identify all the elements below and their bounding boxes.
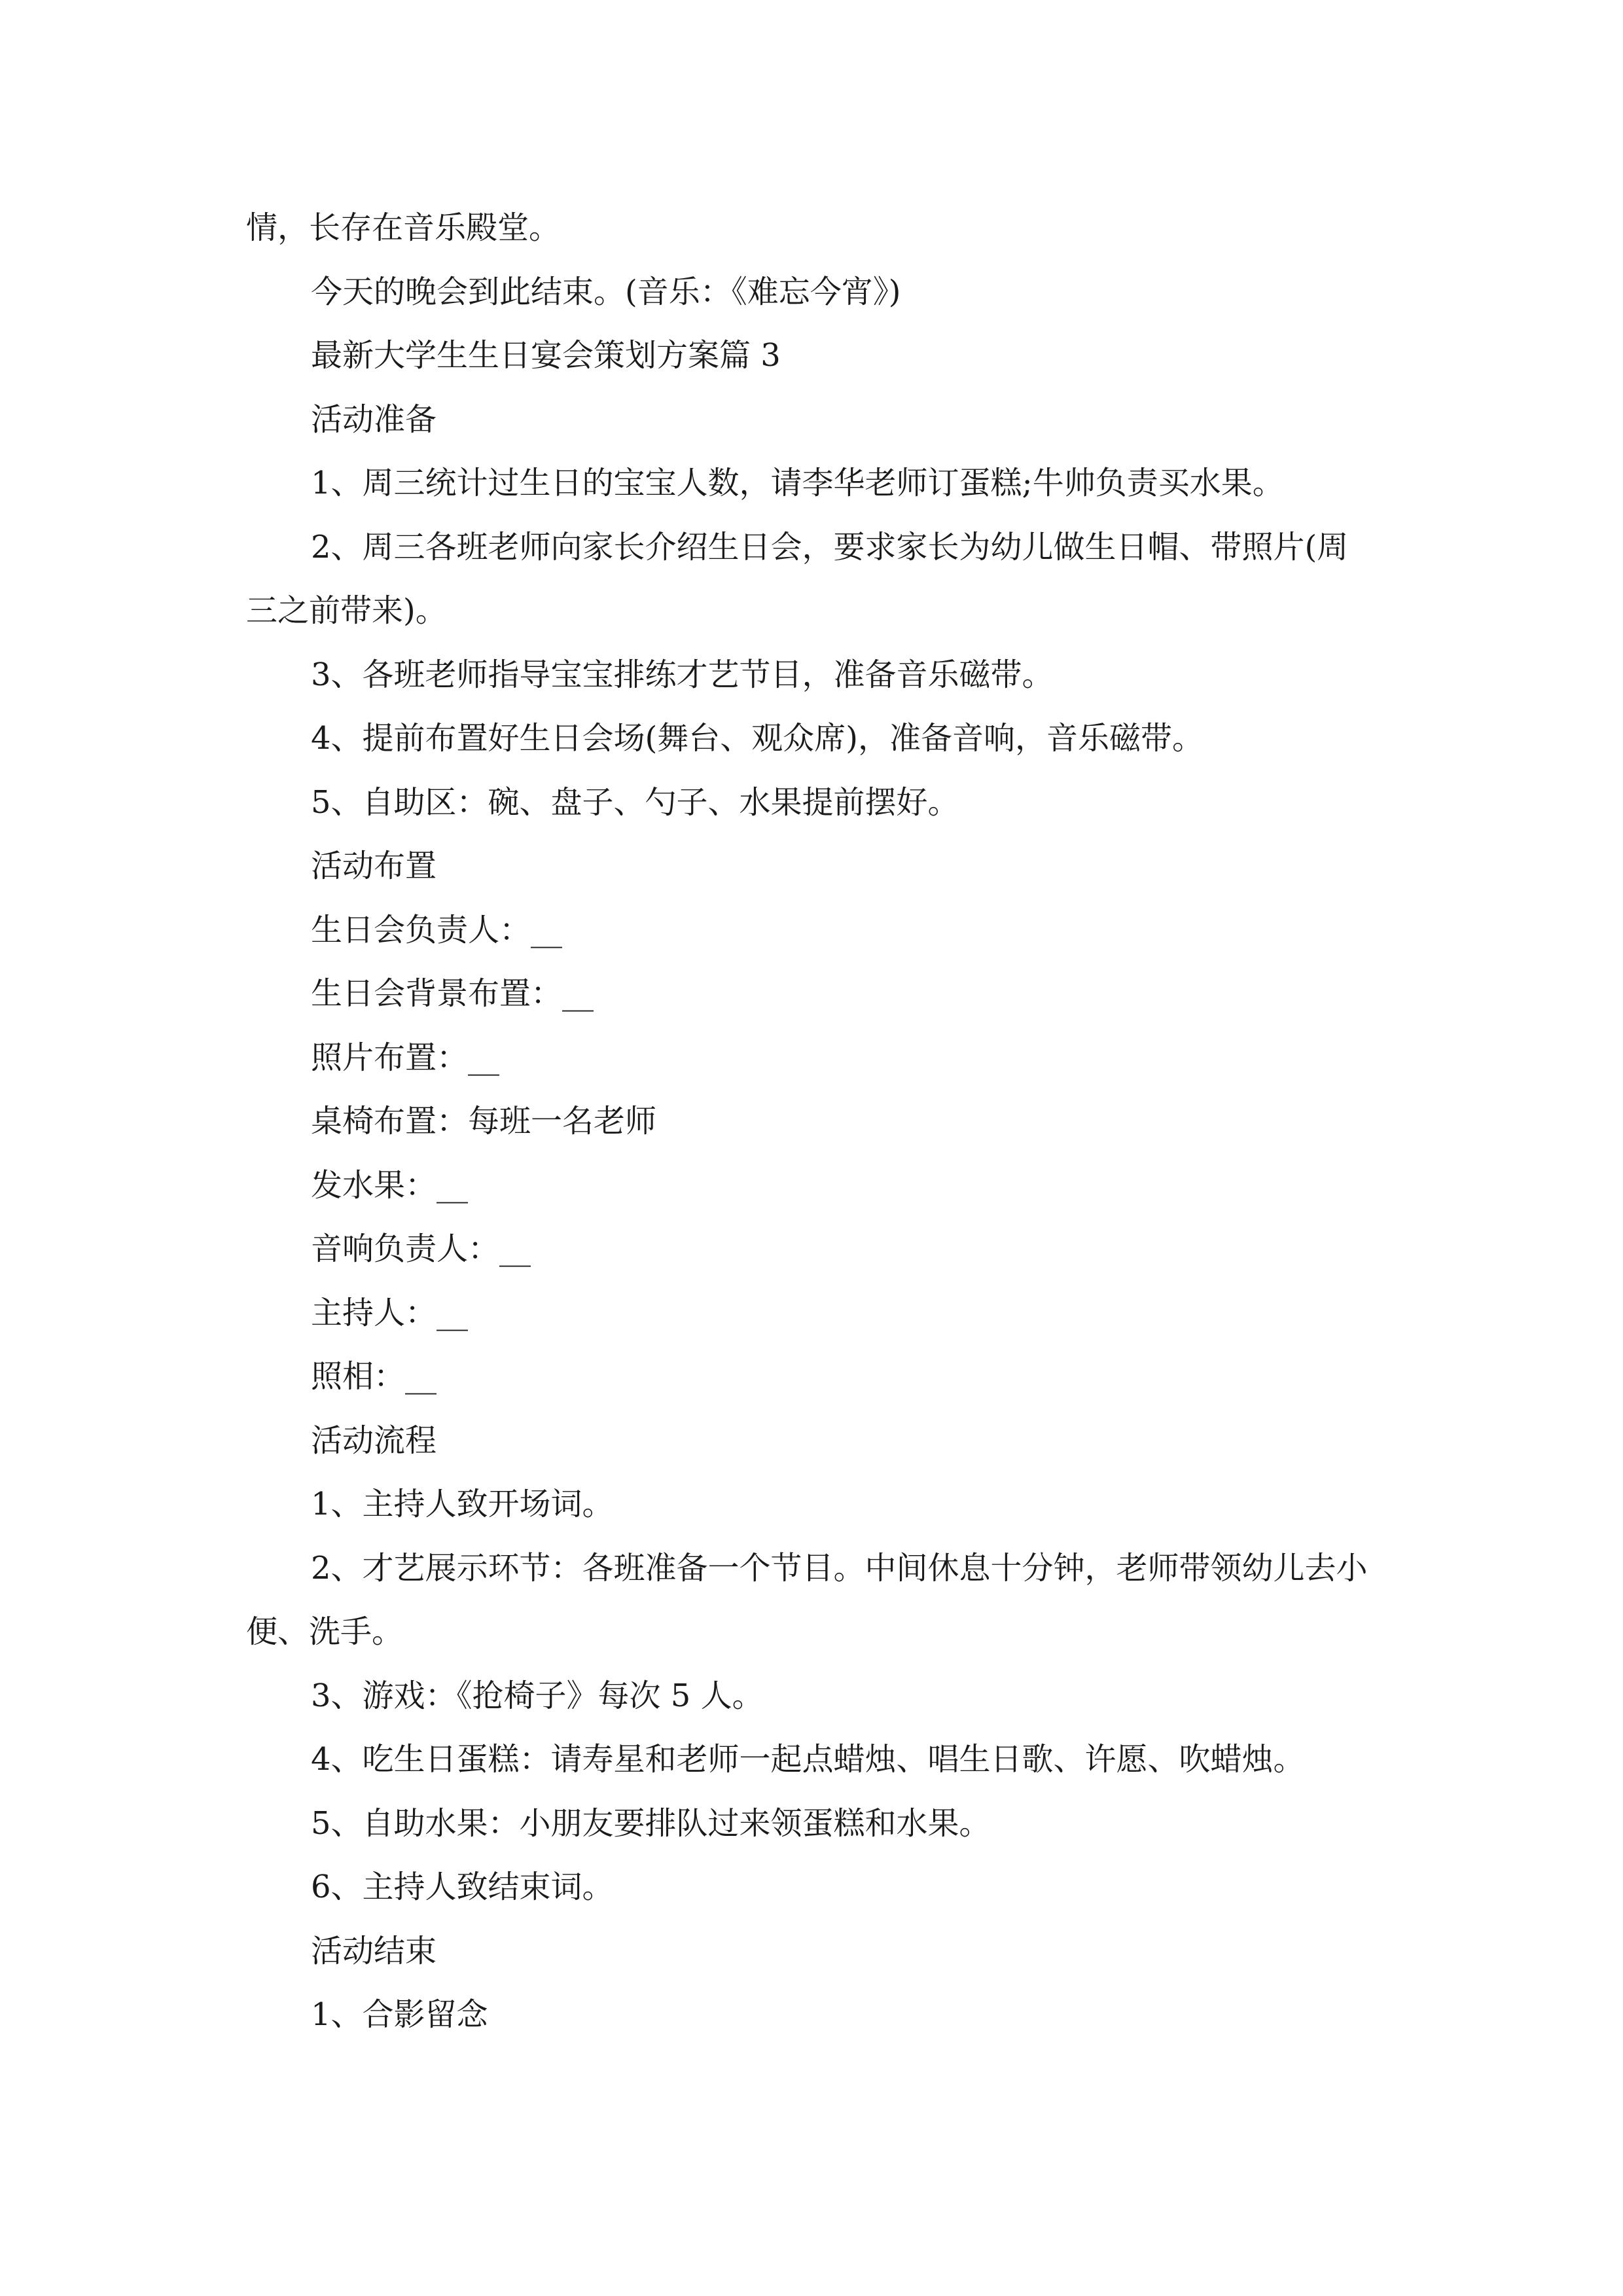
process-item-6: 6、主持人致结束词。: [311, 1869, 614, 1905]
section-title: 最新大学生生日宴会策划方案篇 3: [311, 337, 781, 374]
process-item-5: 5、自助水果：小朋友要排队过来领蛋糕和水果。: [311, 1804, 991, 1842]
end-item-1: 1、合影留念: [311, 1996, 488, 2033]
paragraph-continuation: 情，长存在音乐殿堂。: [246, 209, 561, 246]
process-item-1: 1、主持人致开场词。: [311, 1486, 614, 1522]
arrangement-party-lead: 生日会负责人：__: [311, 911, 563, 948]
preparation-item-4: 4、提前布置好生日会场(舞台、观众席)，准备音响，音乐磁带。: [311, 720, 1204, 757]
process-item-2: 2、才艺展示环节：各班准备一个节目。中间休息十分钟，老师带领幼儿去小便、洗手。: [246, 1549, 1368, 1650]
arrangement-fruit: 发水果：__: [311, 1166, 469, 1204]
arrangement-sound: 音响负责人：__: [311, 1230, 531, 1267]
arrangement-backdrop: 生日会背景布置：__: [311, 975, 594, 1012]
heading-activity-end: 活动结束: [311, 1932, 437, 1969]
heading-activity-process: 活动流程: [311, 1422, 437, 1459]
preparation-item-2: 2、周三各班老师向家长介绍生日会，要求家长为幼儿做生日帽、带照片(周三之前带来)。: [246, 528, 1349, 629]
arrangement-photography: 照相：__: [311, 1358, 437, 1395]
process-item-4: 4、吃生日蛋糕：请寿星和老师一起点蜡烛、唱生日歌、许愿、吹蜡烛。: [311, 1741, 1305, 1778]
process-item-3: 3、游戏：《抢椅子》每次 5 人。: [311, 1677, 764, 1714]
preparation-item-5: 5、自助区：碗、盘子、勺子、水果提前摆好。: [311, 783, 959, 821]
heading-activity-preparation: 活动准备: [311, 401, 437, 438]
document-body: [246, 196, 1378, 2047]
preparation-item-3: 3、各班老师指导宝宝排练才艺节目，准备音乐磁带。: [311, 656, 1054, 693]
arrangement-photos: 照片布置：__: [311, 1039, 500, 1076]
arrangement-host: 主持人：__: [311, 1294, 469, 1331]
heading-activity-arrangement: 活动布置: [311, 848, 437, 884]
paragraph-closing-line: 今天的晚会到此结束。(音乐：《难忘今宵》): [311, 273, 901, 310]
arrangement-tables-chairs: 桌椅布置：每班一名老师: [311, 1103, 657, 1139]
preparation-item-1: 1、周三统计过生日的宝宝人数，请李华老师订蛋糕;牛帅负责买水果。: [311, 465, 1284, 501]
